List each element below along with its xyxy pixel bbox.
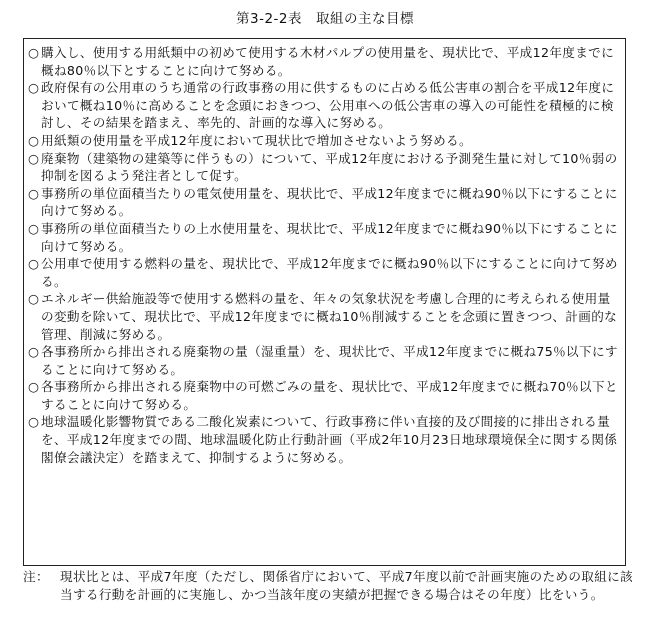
goal-item-office-waste <box>28 343 621 378</box>
circle-bullet-icon: ○ <box>28 220 40 236</box>
circle-bullet-icon: ○ <box>28 291 40 307</box>
goal-item-water <box>28 220 621 255</box>
goal-item-electricity <box>28 185 621 220</box>
goal-item-paper-usage <box>28 132 621 150</box>
circle-bullet-icon: ○ <box>28 256 40 272</box>
goal-text: 購入し、使用する用紙類中の初めて使用する木材パルプの使用量を、現状比で、平成12年度までに概ね80％以下とすることに向けて努める。 <box>41 45 615 78</box>
circle-bullet-icon: ○ <box>28 185 40 201</box>
goals-box <box>23 38 626 566</box>
goal-item-combustible-waste <box>28 378 621 413</box>
goal-item-co2 <box>28 413 621 466</box>
circle-bullet-icon: ○ <box>28 414 40 430</box>
goal-text: エネルギー供給施設等で使用する燃料の量を、年々の気象状況を考慮し合理的に考えられる使用量の変動を除いて、現状比で、平成12年度までに概ね10％削減することを念頭に置きつつ、計画的な管理、削減に努める。 <box>41 291 618 342</box>
circle-bullet-icon: ○ <box>28 80 40 96</box>
goal-text: 事務所の単位面積当たりの電気使用量を、現状比で、平成12年度までに概ね90％以下にすることに向けて努める。 <box>41 185 618 219</box>
goal-text: 地球温暖化影響物質である二酸化炭素について、行政事務に伴い直接的及び間接的に排出される量を、平成12年度までの間、地球温暖化防止行動計画（平成2年10月23日地球環境保全に関する関係閣僚会議決定）を踏まえて、抑制するように努める。 <box>41 414 618 465</box>
goal-text: 廃棄物（建築物の建築等に伴うもの）について、平成12年度における予測発生量に対して10％弱の抑制を図るよう発注者として促す。 <box>41 150 618 184</box>
goal-text: 公用車で使用する燃料の量を、現状比で、平成12年度までに概ね90％以下にすることに向けて努める。 <box>41 256 618 289</box>
goal-item-low-emission-vehicles <box>28 79 621 132</box>
goal-text: 各事務所から排出される廃棄物中の可燃ごみの量を、現状比で、平成12年度までに概ね70％以下とすることに向けて努める。 <box>41 379 618 412</box>
goal-text: 用紙類の使用量を平成12年度において現状比で増加させないよう努める。 <box>41 132 472 148</box>
goal-item-paper-pulp <box>28 44 621 79</box>
circle-bullet-icon: ○ <box>28 132 40 148</box>
circle-bullet-icon: ○ <box>28 150 40 166</box>
goal-text: 事務所の単位面積当たりの上水使用量を、現状比で、平成12年度までに概ね90％以下にすることに向けて努める。 <box>41 220 618 254</box>
goal-item-vehicle-fuel <box>28 255 621 290</box>
circle-bullet-icon: ○ <box>28 379 40 395</box>
footnote-label: 注： <box>23 569 49 584</box>
goal-text: 政府保有の公用車のうち通常の行政事務の用に供するものに占める低公害車の割合を平成12年度において概ね10％に高めることを念頭におきつつ、公用車への低公害車の導入の可能性を積極的に検討し、その結果を踏まえ、率先的、計画的な導入に努める。 <box>41 80 615 131</box>
goal-item-energy-facility-fuel <box>28 290 621 343</box>
table-title: 第3-2-2表 取組の主な目標 <box>235 11 414 27</box>
goal-item-construction-waste <box>28 150 621 185</box>
footnote-text: 現状比とは、平成7年度（ただし、関係省庁において、平成7年度以前で計画実施のための取組に該当する行動を計画的に実施し、かつ当該年度の実績が把握できる場合はその年度）比をいう。 <box>60 569 634 602</box>
circle-bullet-icon: ○ <box>28 45 40 60</box>
circle-bullet-icon: ○ <box>28 344 40 360</box>
goal-text: 各事務所から排出される廃棄物の量（湿重量）を、現状比で、平成12年度までに概ね75％以下にすることに向けて努める。 <box>41 344 618 377</box>
footnote <box>23 568 638 603</box>
